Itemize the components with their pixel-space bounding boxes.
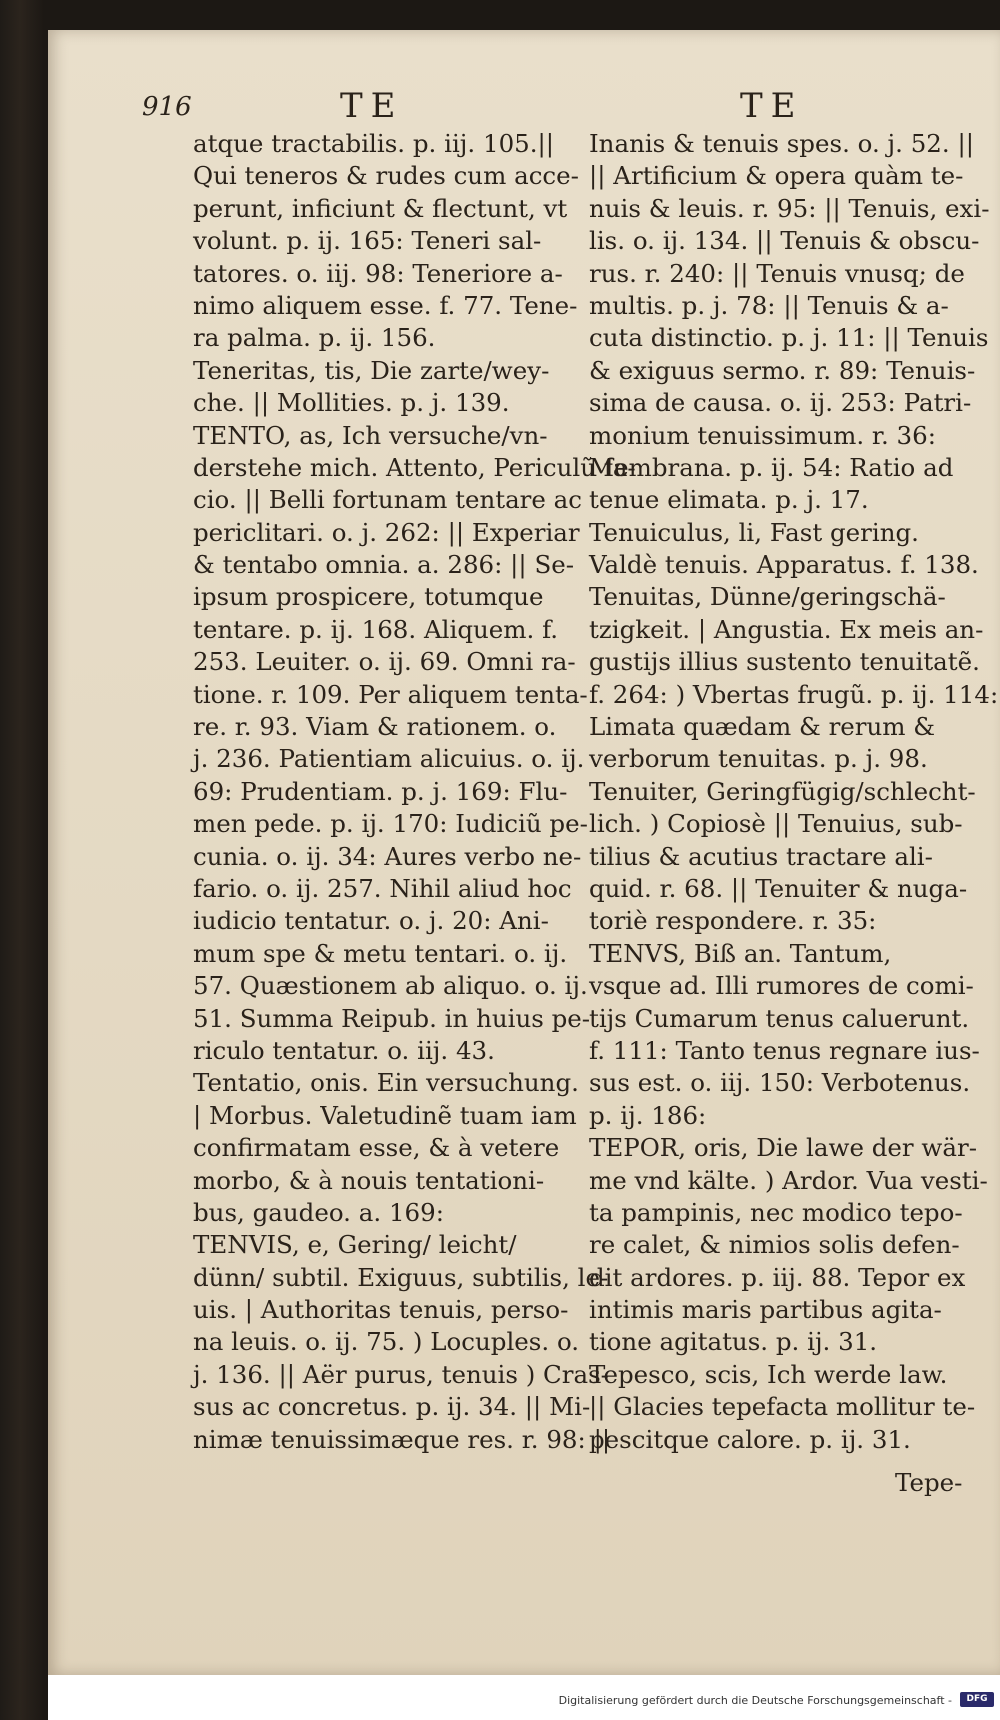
text-line: ipsum prospicere, totumque: [193, 582, 544, 612]
text-line: sus est. o. iij. 150: Verbotenus.: [589, 1068, 971, 1098]
text-line: gustijs illius sustento tenuitatẽ.: [589, 647, 980, 677]
text-line: toriè respondere. r. 35:: [589, 906, 877, 936]
text-line: men pede. p. ij. 170: Iudiciũ pe-: [193, 809, 588, 839]
text-line: lich. ) Copiosè || Tenuius, sub-: [589, 809, 963, 839]
text-line: cunia. o. ij. 34: Aures verbo ne-: [193, 841, 582, 871]
text-line: dünn/ subtil. Exiguus, subtilis, le-: [193, 1262, 609, 1292]
running-header-left: TE: [340, 86, 404, 126]
text-line: Tepesco, scis, Ich werde law.: [589, 1359, 948, 1389]
dfg-logo: DFG: [960, 1692, 994, 1707]
text-line: morbo, & à nouis tentationi-: [193, 1165, 545, 1195]
text-line: dit ardores. p. iij. 88. Tepor ex: [589, 1262, 966, 1292]
text-line: nuis & leuis. r. 95: || Tenuis, exi-: [589, 193, 990, 223]
text-line: Inanis & tenuis spes. o. j. 52. ||: [589, 129, 974, 158]
text-line: Membrana. p. ij. 54: Ratio ad: [589, 452, 954, 482]
text-line: multis. p. j. 78: || Tenuis & a-: [589, 290, 949, 320]
text-line: | Morbus. Valetudinẽ tuam iam: [193, 1100, 577, 1130]
text-line: j. 236. Patientiam alicuius. o. ij.: [193, 744, 585, 774]
text-line: sus ac concretus. p. ij. 34. || Mi-: [193, 1392, 591, 1422]
text-line: vsque ad. Illi rumores de comi-: [589, 971, 974, 1001]
text-line: volunt. p. ij. 165: Teneri sal-: [193, 226, 542, 256]
text-line: confirmatam esse, & à vetere: [193, 1133, 560, 1163]
text-line: 57. Quæstionem ab aliquo. o. ij.: [193, 971, 588, 1001]
text-line: TEPOR, oris, Die lawe der wär-: [589, 1133, 977, 1163]
right-column: [589, 128, 999, 1456]
text-line: sima de causa. o. ij. 253: Patri-: [589, 388, 972, 418]
text-line: bus, gaudeo. a. 169:: [193, 1197, 444, 1227]
text-line: nimo aliquem esse. f. 77. Tene-: [193, 290, 578, 320]
page-number: 916: [142, 92, 192, 122]
text-line: Tentatio, onis. Ein versuchung.: [193, 1068, 579, 1098]
text-line: intimis maris partibus agita-: [589, 1295, 942, 1325]
text-line: uis. | Authoritas tenuis, perso-: [193, 1295, 569, 1325]
text-line: p. ij. 186:: [589, 1100, 707, 1130]
text-line: tentare. p. ij. 168. Aliquem. f.: [193, 614, 559, 644]
text-line: iudicio tentatur. o. j. 20: Ani-: [193, 906, 549, 936]
text-line: tione. r. 109. Per aliquem tenta-: [193, 679, 588, 709]
text-line: cuta distinctio. p. j. 11: || Tenuis: [589, 323, 989, 353]
text-line: Limata quædam & rerum &: [589, 712, 936, 742]
text-line: tzigkeit. | Angustia. Ex meis an-: [589, 614, 984, 644]
text-line: Qui teneros & rudes cum acce-: [193, 161, 579, 191]
text-line: fario. o. ij. 257. Nihil aliud hoc: [193, 873, 572, 903]
text-line: 253. Leuiter. o. ij. 69. Omni ra-: [193, 647, 576, 677]
text-line: Tenuiculus, li, Fast gering.: [589, 517, 919, 547]
left-column: [193, 128, 636, 1456]
digitization-credit: Digitalisierung gefördert durch die Deutsche Forschungsgemeinschaft -: [558, 1694, 952, 1707]
text-line: nimæ tenuissimæque res. r. 98: ||: [193, 1424, 611, 1454]
text-line: j. 136. || Aër purus, tenuis ) Cras-: [193, 1359, 609, 1389]
text-line: tenue elimata. p. j. 17.: [589, 485, 869, 515]
text-line: pescitque calore. p. ij. 31.: [589, 1424, 911, 1454]
text-line: || Artificium & opera quàm te-: [589, 161, 964, 191]
text-line: TENTO, as, Ich versuche/vn-: [193, 420, 548, 450]
text-line: tione agitatus. p. ij. 31.: [589, 1327, 878, 1357]
text-line: monium tenuissimum. r. 36:: [589, 420, 936, 450]
text-line: cio. || Belli fortunam tentare ac: [193, 485, 583, 515]
text-line: lis. o. ij. 134. || Tenuis & obscu-: [589, 226, 980, 256]
text-line: || Glacies tepefacta mollitur te-: [589, 1392, 976, 1422]
text-line: tijs Cumarum tenus caluerunt.: [589, 1003, 970, 1033]
text-line: TENVS, Biß an. Tantum,: [589, 938, 892, 968]
text-line: quid. r. 68. || Tenuiter & nuga-: [589, 873, 968, 903]
text-line: perunt, inficiunt & flectunt, vt: [193, 193, 568, 223]
text-line: ra palma. p. ij. 156.: [193, 323, 436, 353]
text-line: & exiguus sermo. r. 89: Tenuis-: [589, 355, 976, 385]
text-line: atque tractabilis. p. iij. 105.||: [193, 129, 555, 158]
text-line: Teneritas, tis, Die zarte/wey-: [193, 355, 550, 385]
text-line: Tenuitas, Dünne/geringschä-: [589, 582, 946, 612]
text-line: derstehe mich. Attento, Periculũ fa-: [193, 452, 636, 482]
running-header-right: TE: [740, 86, 804, 126]
text-line: 51. Summa Reipub. in huius pe-: [193, 1003, 591, 1033]
text-line: re. r. 93. Viam & rationem. o.: [193, 712, 557, 742]
text-line: ta pampinis, nec modico tepo-: [589, 1197, 963, 1227]
text-line: tilius & acutius tractare ali-: [589, 841, 933, 871]
text-line: che. || Mollities. p. j. 139.: [193, 388, 510, 418]
text-line: verborum tenuitas. p. j. 98.: [589, 744, 928, 774]
text-line: TENVIS, e, Gering/ leicht/: [193, 1230, 517, 1260]
text-line: f. 111: Tanto tenus regnare ius-: [589, 1035, 980, 1065]
text-line: f. 264: ) Vbertas frugũ. p. ij. 114:: [589, 679, 999, 709]
text-line: & tentabo omnia. a. 286: || Se-: [193, 550, 575, 580]
text-line: na leuis. o. ij. 75. ) Locuples. o.: [193, 1327, 580, 1357]
text-line: riculo tentatur. o. iij. 43.: [193, 1035, 495, 1065]
text-line: 69: Prudentiam. p. j. 169: Flu-: [193, 776, 568, 806]
text-line: Valdè tenuis. Apparatus. f. 138.: [589, 550, 979, 580]
catchword: Tepe-: [895, 1468, 963, 1497]
text-line: mum spe & metu tentari. o. ij.: [193, 938, 568, 968]
text-line: tatores. o. iij. 98: Teneriore a-: [193, 258, 563, 288]
text-line: periclitari. o. j. 262: || Experiar: [193, 517, 580, 547]
text-line: Tenuiter, Geringfügig/schlecht-: [589, 776, 976, 806]
text-line: rus. r. 240: || Tenuis vnusq; de: [589, 258, 965, 288]
text-line: re calet, & nimios solis defen-: [589, 1230, 960, 1260]
text-line: me vnd kälte. ) Ardor. Vua vesti-: [589, 1165, 988, 1195]
